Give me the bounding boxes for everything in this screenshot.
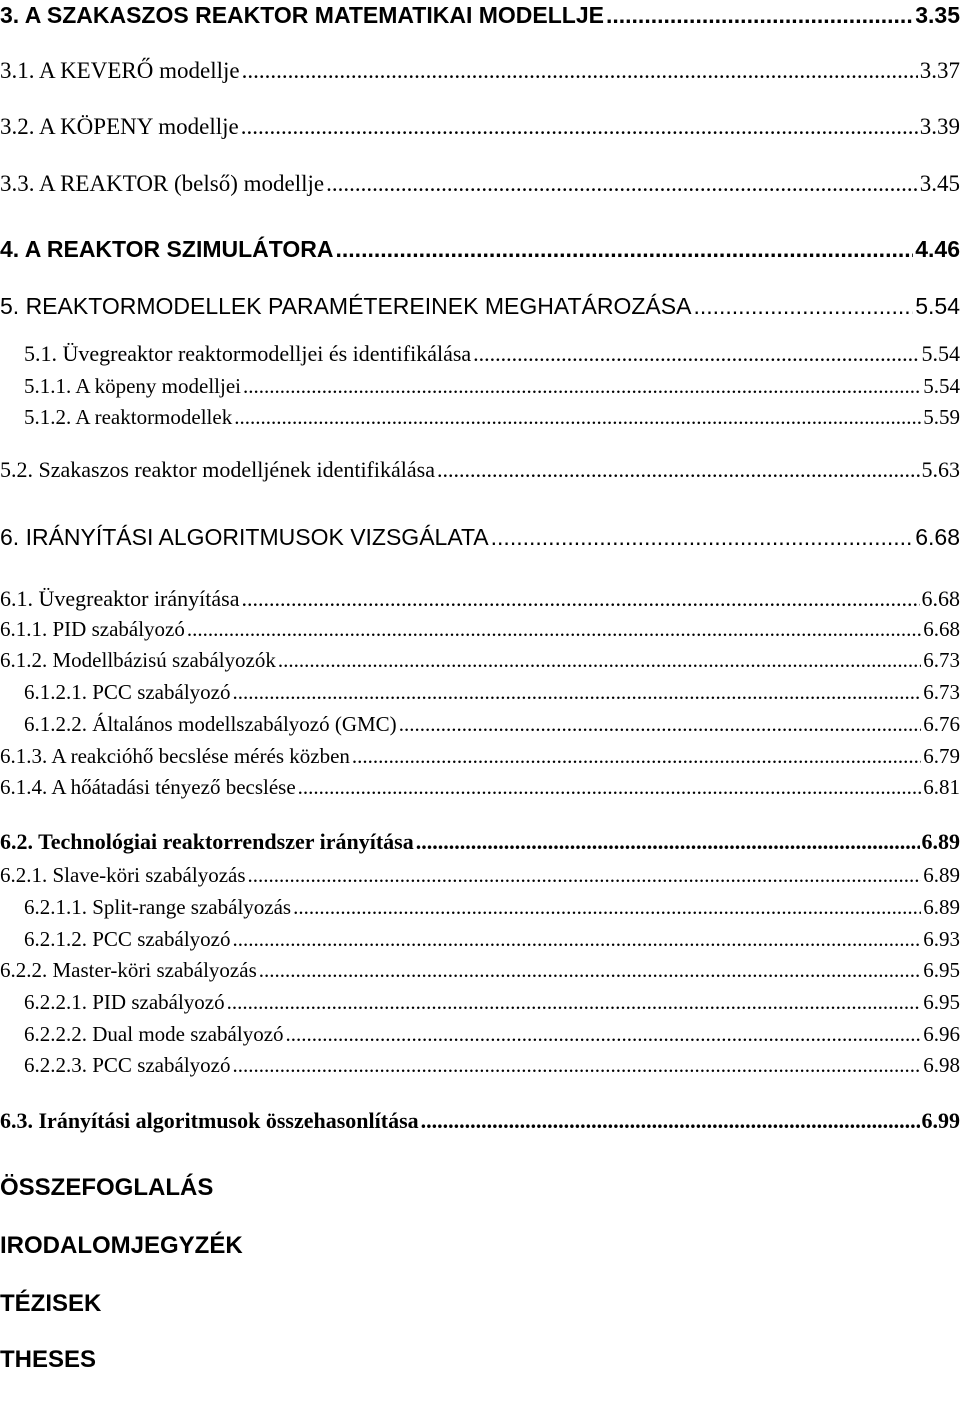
toc-entry-title: 3.1. A KEVERŐ modellje [0,58,240,83]
toc-leader [232,1053,921,1077]
toc-entry[interactable] [0,648,960,672]
toc-entry[interactable] [24,341,960,366]
toc-leader [187,617,921,641]
toc-leader [416,829,920,854]
toc-leader [227,990,922,1014]
toc-entry[interactable] [0,293,960,319]
toc-leader [286,1022,922,1046]
toc-leader [437,457,920,482]
toc-entry-title: 6.2.2.2. Dual mode szabályozó [24,1022,284,1046]
toc-page-number: 6.89 [923,895,960,919]
toc-entry-title: 4. A REAKTOR SZIMULÁTORA [0,236,334,262]
toc-entry[interactable] [24,927,960,951]
toc-page-number: 6.93 [923,927,960,951]
toc-entry-title: 3.2. A KÖPENY modellje [0,114,239,139]
toc-entry-title: 6.1.4. A hőátadási tényező becslése [0,775,296,799]
toc-page-number: 3.39 [919,114,960,139]
toc-page-number: 6.68 [915,524,960,550]
toc-entry[interactable] [24,405,960,429]
toc-entry-title: 6.1.2.1. PCC szabályozó [24,680,231,704]
toc-entry[interactable] [24,680,960,704]
toc-page-number: 5.54 [921,341,960,366]
toc-entry[interactable] [0,236,960,262]
toc-entry[interactable] [0,958,960,982]
toc-entry[interactable] [0,617,960,641]
toc-page-number: 6.89 [921,829,960,854]
toc-entry-title: 5. REAKTORMODELLEK PARAMÉTEREINEK MEGHATÁROZÁSA [0,293,692,319]
toc-entry-title: 6.1. Üvegreaktor irányítása [0,586,240,611]
toc-page-number: 6.89 [923,863,960,887]
toc-section-summary[interactable]: ÖSSZEFOGLALÁS [0,1174,214,1201]
toc-leader [473,341,919,366]
toc-leader [243,374,921,398]
toc-entry-title: 6.3. Irányítási algoritmusok összehasonlítása [0,1108,419,1133]
toc-leader [606,2,913,28]
toc-leader [336,236,914,262]
toc-entry[interactable] [24,1053,960,1077]
toc-leader [399,712,922,736]
toc-entry[interactable] [0,863,960,887]
toc-page-number: 5.59 [923,405,960,429]
toc-leader [232,927,921,951]
toc-entry[interactable] [0,457,960,482]
toc-leader [242,58,918,84]
toc-page-number: 6.95 [923,990,960,1014]
toc-entry[interactable] [0,2,960,28]
toc-leader [241,586,919,611]
toc-page-number: 6.81 [923,775,960,799]
toc-page-number: 6.98 [923,1053,960,1077]
toc-entry-title: 6.1.2. Modellbázisú szabályozók [0,648,276,672]
toc-entry-title: 6.1.1. PID szabályozó [0,617,185,641]
toc-section-theses-hu[interactable]: TÉZISEK [0,1290,102,1317]
toc-page-number: 3.37 [919,58,960,83]
toc-leader [259,958,922,982]
toc-entry-title: 6.2.2.1. PID szabályozó [24,990,225,1014]
toc-page-number: 6.79 [923,744,960,768]
toc-entry-title: 6.2.2.3. PCC szabályozó [24,1053,231,1077]
toc-page-number: 6.73 [923,648,960,672]
toc-page-number: 3.45 [919,171,960,196]
toc-page-number: 6.73 [923,680,960,704]
toc-entry[interactable] [0,171,960,197]
toc-leader [326,171,918,197]
toc-page-number: 6.99 [921,1108,960,1133]
toc-leader [352,744,921,768]
toc-entry-title: 6. IRÁNYÍTÁSI ALGORITMUSOK VIZSGÁLATA [0,524,489,550]
toc-entry[interactable] [0,524,960,550]
toc-section-theses-en[interactable]: THESES [0,1346,97,1373]
toc-entry-title: 6.2.2. Master-köri szabályozás [0,958,257,982]
toc-leader [278,648,921,672]
toc-entry-title: 6.2.1.1. Split-range szabályozás [24,895,292,919]
toc-leader [298,775,922,799]
toc-entry-title: 6.2.1.2. PCC szabályozó [24,927,231,951]
toc-entry[interactable] [0,744,960,768]
toc-entry[interactable] [24,895,960,919]
toc-entry[interactable] [0,1108,960,1133]
toc-entry-title: 5.1.1. A köpeny modelljei [24,374,241,398]
toc-leader [293,895,921,919]
toc-leader [232,680,921,704]
toc-entry[interactable] [0,58,960,84]
toc-entry-title: 3.3. A REAKTOR (belső) modellje [0,171,325,196]
toc-page-number: 6.95 [923,958,960,982]
toc-leader [248,863,922,887]
toc-entry[interactable] [24,1022,960,1046]
toc-entry[interactable] [0,114,960,140]
toc-entry[interactable] [0,775,960,799]
toc-entry-title: 5.1. Üvegreaktor reaktormodelljei és identifikálása [24,341,472,366]
toc-entry-title: 5.2. Szakaszos reaktor modelljének identifikálása [0,457,435,482]
toc-page-number: 6.68 [921,586,960,611]
toc-leader [241,114,918,140]
toc-entry-title: 6.1.3. A reakcióhő becslése mérés közben [0,744,350,768]
toc-page-number: 3.35 [915,2,960,28]
toc-entry-title: 6.2. Technológiai reaktorrendszer irányítása [0,829,414,854]
toc-entry-title: 5.1.2. A reaktormodellek [24,405,233,429]
toc-entry[interactable] [0,829,960,854]
toc-entry[interactable] [24,374,960,398]
toc-entry[interactable] [24,990,960,1014]
toc-page-number: 6.68 [923,617,960,641]
toc-leader [234,405,921,429]
toc-entry[interactable] [24,712,960,736]
toc-entry[interactable] [0,586,960,611]
toc-leader [693,293,913,319]
toc-page-number: 6.96 [923,1022,960,1046]
toc-page-number: 6.76 [923,712,960,736]
toc-leader [491,524,914,550]
toc-entry-title: 6.1.2.2. Általános modellszabályozó (GMC) [24,712,397,736]
toc-page-number: 5.54 [923,374,960,398]
toc-section-bibliography[interactable]: IRODALOMJEGYZÉK [0,1232,243,1259]
toc-entry-title: 6.2.1. Slave-köri szabályozás [0,863,246,887]
toc-page-number: 5.63 [921,457,960,482]
toc-entry-title: 3. A SZAKASZOS REAKTOR MATEMATIKAI MODELLJE [0,2,604,28]
toc-page-number: 4.46 [915,236,960,262]
toc-page-number: 5.54 [915,293,960,319]
toc-leader [421,1108,920,1133]
